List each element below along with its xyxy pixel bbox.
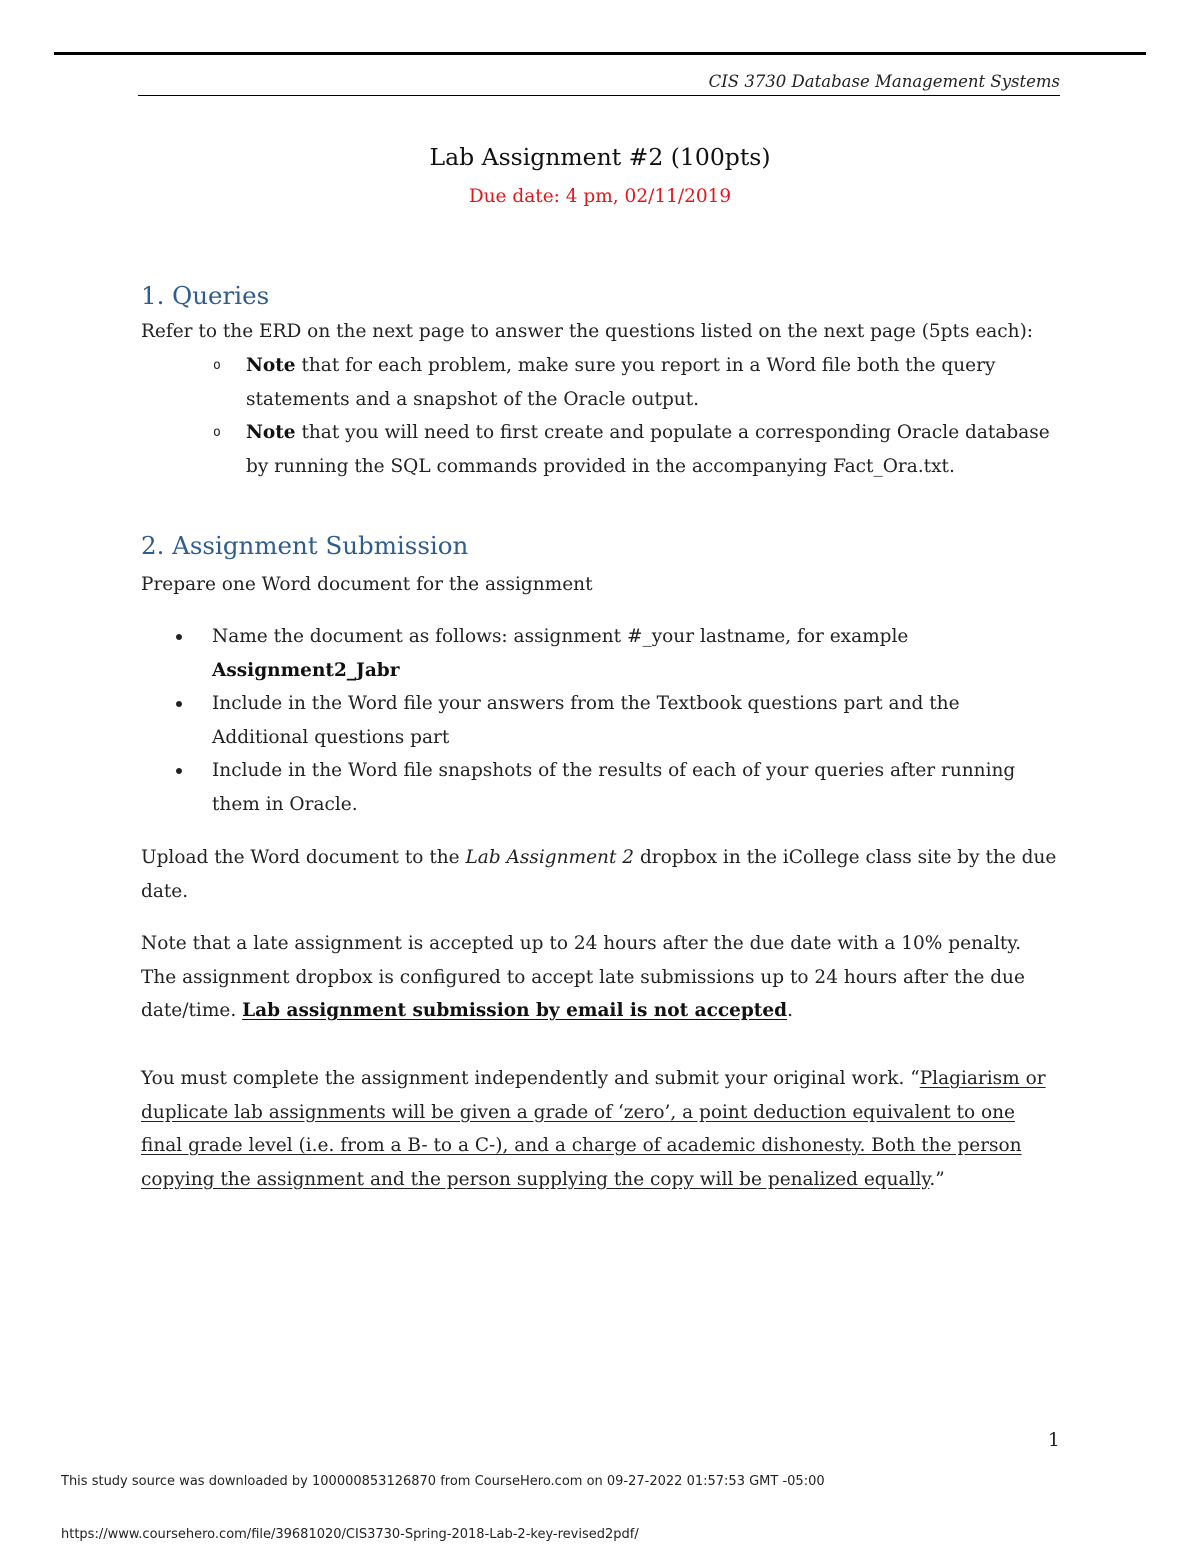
course-header: CIS 3730 Database Management Systems <box>708 72 1060 91</box>
page-number: 1 <box>1048 1430 1060 1451</box>
late-policy-end: . <box>787 1000 793 1021</box>
integrity-text-end: .” <box>929 1168 945 1190</box>
list-item <box>213 416 1053 483</box>
source-url: https://www.coursehero.com/file/39681020/CIS3730-Spring-2018-Lab-2-key-revised2pdf/ <box>61 1527 639 1542</box>
queries-notes-list <box>213 349 1053 483</box>
example-filename: Assignment2_Jabr <box>212 659 400 681</box>
bullet-text: Include in the Word file your answers from the Textbook questions part and the Additional questions part <box>212 693 960 748</box>
upload-instructions <box>141 841 1061 908</box>
bullet-icon <box>176 701 182 707</box>
dropbox-name: Lab Assignment 2 <box>465 847 635 868</box>
late-policy-text: Note that a late assignment is accepted up to 24 hours after the due date with a 10% penalty. The assignment dropbox is configured to accept late submissions up to 24 hours after the due date/time. <box>141 933 1025 1021</box>
upload-text-start: Upload the Word document to the <box>141 847 466 868</box>
section-heading-queries: 1. Queries <box>141 281 270 310</box>
note-text: that for each problem, make sure you report in a Word file both the query statements and a snapshot of the Oracle output. <box>246 355 996 410</box>
list-item <box>173 620 1043 687</box>
queries-intro: Refer to the ERD on the next page to answer the questions listed on the next page (5pts each): <box>141 321 1034 342</box>
bullet-text: Name the document as follows: assignment #_your lastname, for example <box>212 626 909 647</box>
note-text: that you will need to first create and populate a corresponding Oracle database by running the SQL commands provided in the accompanying Fact_Ora.txt. <box>246 422 1050 477</box>
plagiarism-warning: Plagiarism or duplicate lab assignments will be given a grade of ‘zero’, a point deduction equivalent to one final grade level (i.e. from a B- to a C-), and a charge of academic dishonesty. Both the person copying the assignment and the person supplying the copy will be penalized equally <box>141 1068 1046 1190</box>
list-item <box>173 754 1043 821</box>
academic-integrity <box>141 1062 1061 1196</box>
circle-bullet-icon: o <box>213 358 221 373</box>
header-rule <box>138 95 1060 96</box>
due-date: Due date: 4 pm, 02/11/2019 <box>468 186 732 207</box>
submission-intro: Prepare one Word document for the assignment <box>141 574 593 595</box>
top-rule <box>54 52 1146 55</box>
section-heading-submission: 2. Assignment Submission <box>141 531 469 560</box>
note-label: Note <box>246 355 296 376</box>
note-label: Note <box>246 422 296 443</box>
bullet-text: Include in the Word file snapshots of the results of each of your queries after running them in Oracle. <box>212 760 1016 815</box>
email-policy-emphasis: Lab assignment submission by email is not accepted <box>242 1000 788 1021</box>
download-notice: This study source was downloaded by 100000853126870 from CourseHero.com on 09-27-2022 01:57:53 GMT -05:00 <box>61 1474 825 1489</box>
bullet-icon <box>176 768 182 774</box>
list-item <box>213 349 1053 416</box>
bullet-icon <box>176 634 182 640</box>
upload-text-end: dropbox in the iCollege class site by the due date. <box>141 847 1057 902</box>
circle-bullet-icon: o <box>213 425 221 440</box>
list-item <box>173 687 1043 754</box>
late-policy <box>141 927 1061 1028</box>
submission-bullet-list <box>173 620 1043 821</box>
document-title: Lab Assignment #2 (100pts) <box>429 143 771 171</box>
integrity-text-start: You must complete the assignment independently and submit your original work. “ <box>141 1068 920 1089</box>
